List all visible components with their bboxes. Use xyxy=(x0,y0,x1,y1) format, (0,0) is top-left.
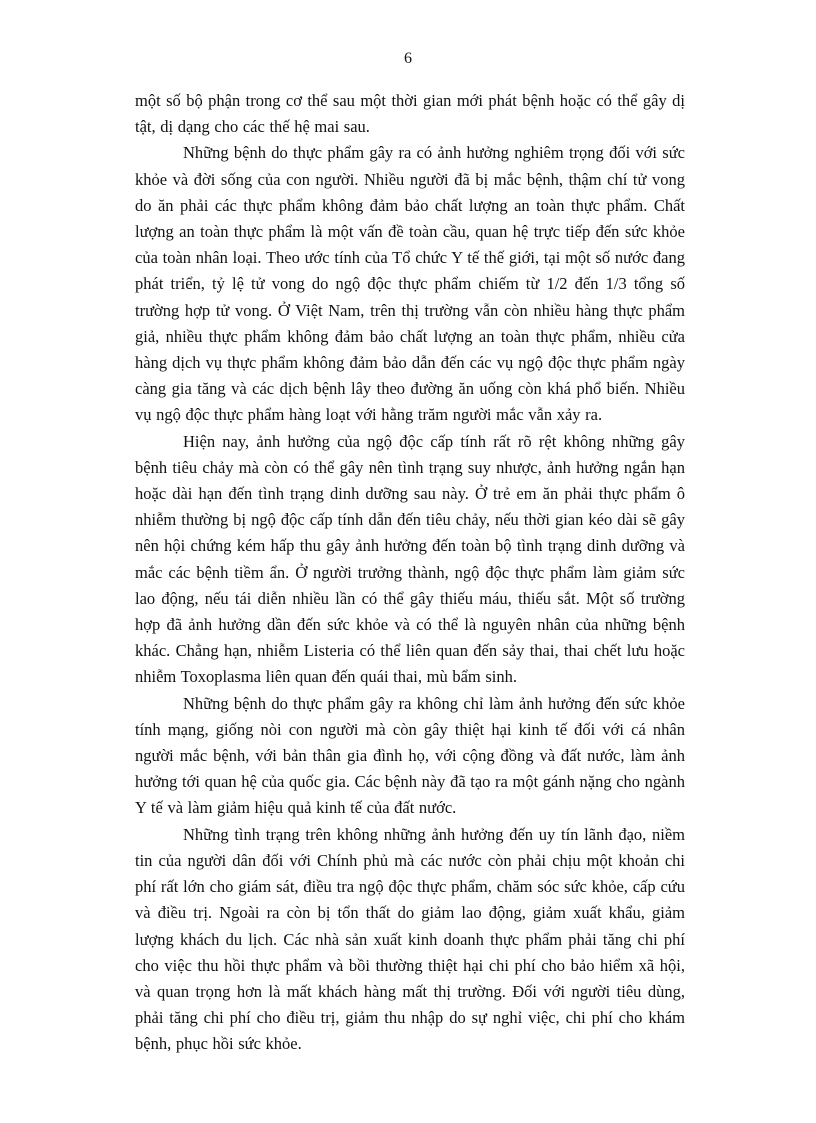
paragraph-economic-damage: Những bệnh do thực phẩm gây ra không chỉ làm ảnh hưởng đến sức khỏe tính mạng, giống nòi con người mà còn gây thiệt hại kinh tế đối với cá nhân người mắc bệnh, với bản thân gia đình họ, với cộng đồng và đất nước, làm ảnh hưởng tới quan hệ của quốc gia. Các bệnh này đã tạo ra một gánh nặng cho ngành Y tế và làm giảm hiệu quả kinh tế của đất nước. xyxy=(135,693,685,818)
paragraph-costs: Những tình trạng trên không những ảnh hưởng đến uy tín lãnh đạo, niềm tin của người dân đối với Chính phủ mà các nước còn phải chịu một khoản chi phí rất lớn cho giám sát, điều tra ngộ độc thực phẩm, chăm sóc sức khỏe, cấp cứu và điều trị. Ngoài ra còn bị tổn thất do giảm lao động, giảm xuất khẩu, giảm lượng khách du lịch. Các nhà sản xuất kinh doanh thực phẩm phải tăng chi phí cho việc thu hồi thực phẩm và bồi thường thiệt hại chi phí cho bảo hiểm xã hội, và quan trọng hơn là mất khách hàng mất thị trường. Đối với người tiêu dùng, phải tăng chi phí cho điều trị, giảm thu nhập do sự nghỉ việc, chi phí cho khám bệnh, phục hồi sức khỏe. xyxy=(135,824,685,1054)
paragraph-food-illness-impact: Những bệnh do thực phẩm gây ra có ảnh hưởng nghiêm trọng đối với sức khỏe và đời sống của con người. Nhiều người đã bị mắc bệnh, thậm chí tử vong do ăn phải các thực phẩm không đảm bảo chất lượng an toàn thực phẩm. Chất lượng an toàn thực phẩm là một vấn đề toàn cầu, quan hệ trực tiếp đến sức khỏe của toàn nhân loại. Theo ước tính của Tổ chức Y tế thế giới, tại một số nước đang phát triển, tỷ lệ tử vong do ngộ độc thực phẩm chiếm từ 1/2 đến 1/3 tổng số trường hợp tử vong. Ở Việt Nam, trên thị trường vẫn còn nhiều hàng thực phẩm giả, nhiều thực phẩm không đảm bảo chất lượng an toàn thực phẩm, nhiều cửa hàng dịch vụ thực phẩm không đảm bảo dẫn đến các vụ ngộ độc thực phẩm ngày càng gia tăng và các dịch bệnh lây theo đường ăn uống còn khá phổ biến. Nhiều vụ ngộ độc thực phẩm hàng loạt với hằng trăm người mắc vẫn xảy ra. xyxy=(135,143,685,425)
paragraph-acute-poisoning: Hiện nay, ảnh hưởng của ngộ độc cấp tính rất rõ rệt không những gây bệnh tiêu chảy mà còn có thể gây nên tình trạng suy nhược, ảnh hưởng ngắn hạn hoặc dài hạn đến tình trạng dinh dưỡng sau này. Ở trẻ em ăn phải thực phẩm ô nhiễm thường bị ngộ độc cấp tính dẫn đến tiêu chảy, nếu thời gian kéo dài sẽ gây nên hội chứng kém hấp thu gây ảnh hưởng đến toàn bộ tình trạng dinh dưỡng và mắc các bệnh tiềm ẩn. Ở người trưởng thành, ngộ độc thực phẩm làm giảm sức lao động, nếu tái diễn nhiều lần có thể gây thiếu máu, thiếu sắt. Một số trường hợp đã ảnh hưởng dần đến sức khỏe và có thể là nguyên nhân của những bệnh khác. Chẳng hạn, nhiễm Listeria có thể liên quan đến sảy thai, thai chết lưu hoặc nhiễm Toxoplasma liên quan đến quái thai, mù bẩm sinh. xyxy=(135,431,685,687)
page-number: 6 xyxy=(404,50,412,67)
document-body xyxy=(135,88,685,1058)
paragraph-continuation: một số bộ phận trong cơ thể sau một thời gian mới phát bệnh hoặc có thể gây dị tật, dị dạng cho các thế hệ mai sau. xyxy=(135,91,685,137)
